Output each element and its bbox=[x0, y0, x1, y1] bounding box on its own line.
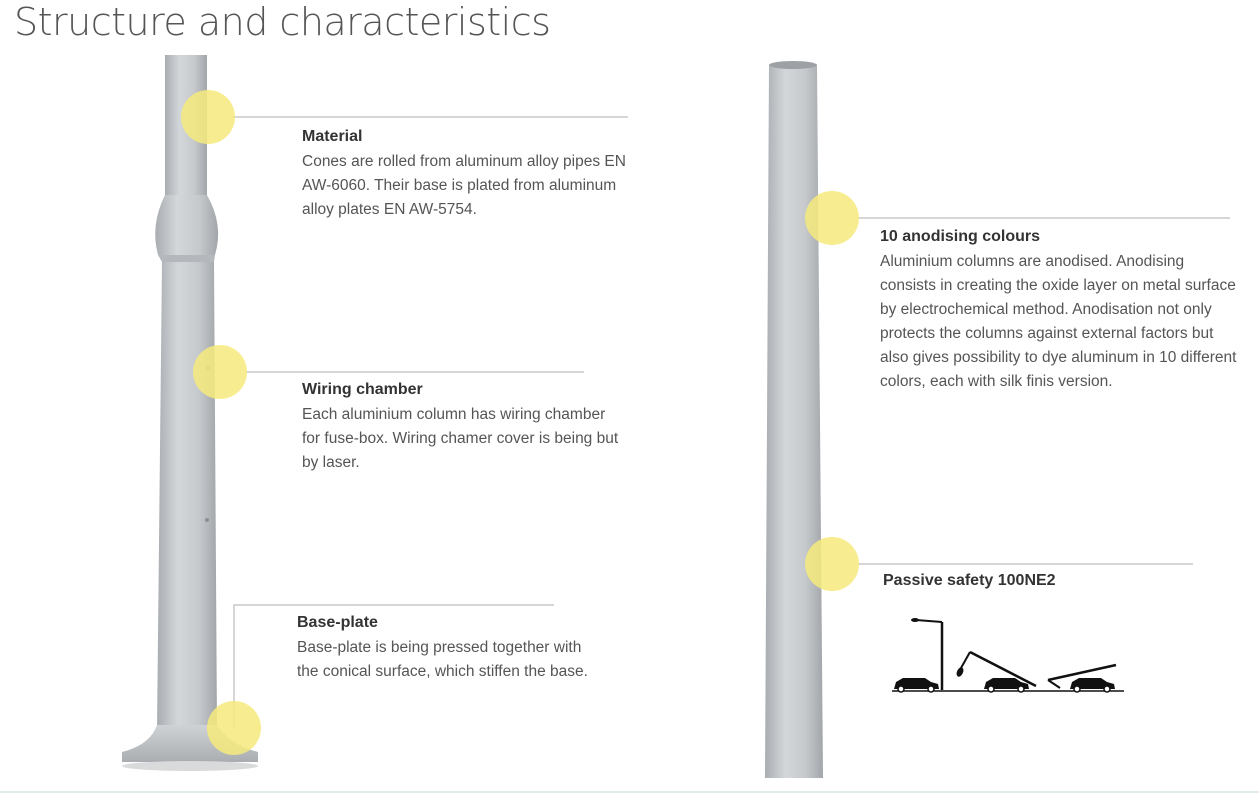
feature-description: Each aluminium column has wiring chamber for fuse-box. Wiring chamer cover is being but by laser. bbox=[302, 406, 619, 471]
feature-title: Passive safety 100NE2 bbox=[883, 572, 1056, 589]
feature-description: Base-plate is being pressed together with the conical surface, which stiffen the base. bbox=[297, 639, 588, 680]
feature-passive-safety bbox=[883, 572, 1183, 594]
feature-title: Material bbox=[302, 128, 363, 145]
feature-title: Wiring chamber bbox=[302, 381, 423, 398]
feature-wiring-chamber bbox=[302, 381, 627, 475]
passive-safety-icon bbox=[892, 618, 1124, 692]
right-pole-illustration bbox=[765, 61, 823, 778]
feature-title: 10 anodising colours bbox=[880, 228, 1041, 245]
feature-description: Aluminium columns are anodised. Anodising consists in creating the oxide layer on metal surface by electrochemical method. Anodisation not only protects the columns against external factors but also gives possibility to dye aluminum in 10 different colors, each with silk finis version. bbox=[880, 253, 1237, 390]
left-pole-illustration bbox=[122, 55, 258, 771]
feature-description: Cones are rolled from aluminum alloy pipes EN AW-6060. Their base is plated from aluminum alloy plates EN AW-5754. bbox=[302, 153, 626, 218]
feature-anodising bbox=[880, 228, 1240, 394]
page-title: Structure and characteristics bbox=[14, 0, 551, 44]
feature-material bbox=[302, 128, 642, 222]
feature-base-plate bbox=[297, 614, 597, 684]
feature-title: Base-plate bbox=[297, 614, 378, 631]
